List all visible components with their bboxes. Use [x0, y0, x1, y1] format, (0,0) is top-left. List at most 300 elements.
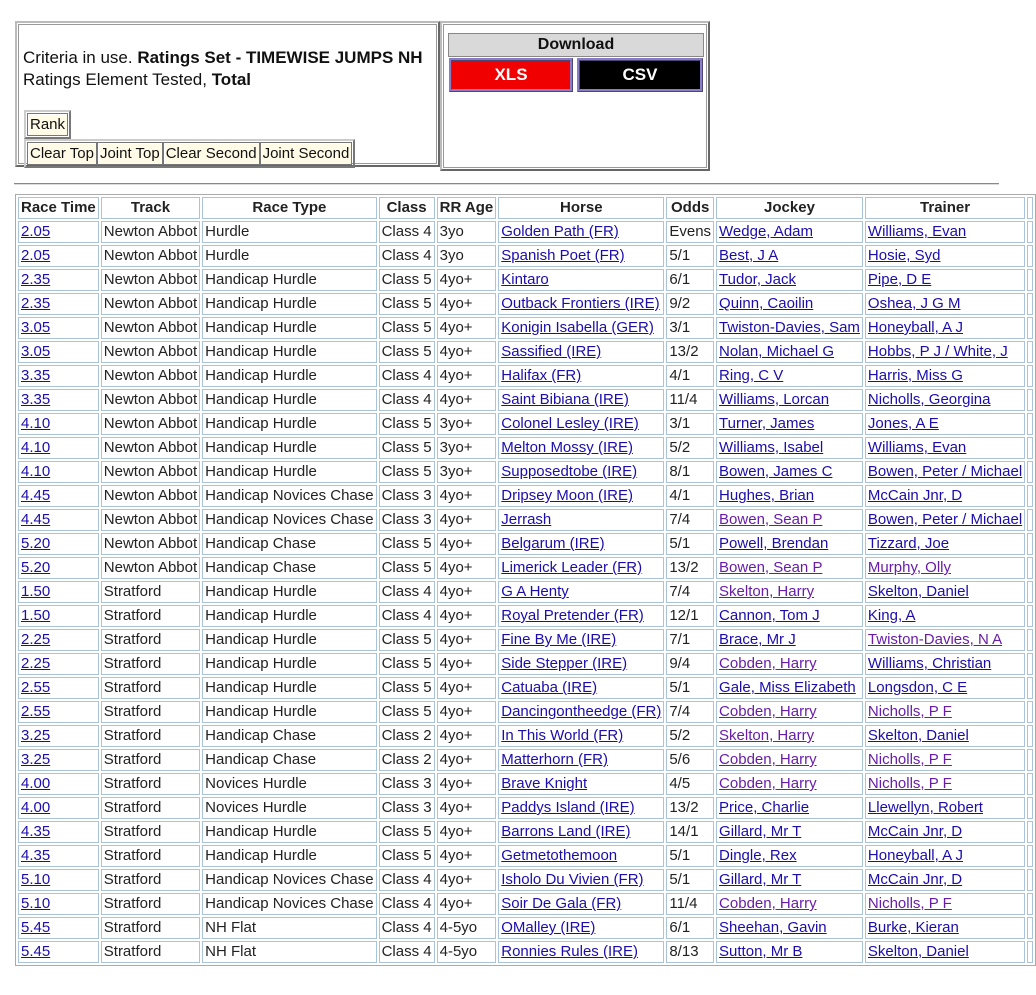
race-time-cell — [18, 509, 99, 531]
column-header-rr-age: RR Age — [437, 197, 497, 219]
trainer-link[interactable]: Nicholls, P F — [867, 895, 952, 912]
jockey-link[interactable]: Gillard, Mr T — [719, 871, 802, 888]
jockey-link[interactable]: Quinn, Caoilin — [719, 295, 814, 312]
extra-cell — [1027, 701, 1033, 723]
rr-age-cell: 4yo+ — [437, 605, 497, 627]
track-cell: Newton Abbot — [101, 221, 200, 243]
horse-cell — [498, 725, 664, 747]
horse-cell — [498, 413, 664, 435]
horse-cell — [498, 869, 664, 891]
horse-link[interactable]: Isholo Du Vivien (FR) — [501, 871, 644, 888]
table-row — [18, 605, 1033, 627]
race-time-link[interactable]: 4.45 — [21, 487, 51, 504]
race-time-cell — [18, 605, 99, 627]
horse-link[interactable]: Fine By Me (IRE) — [501, 631, 617, 648]
trainer-link[interactable]: Tizzard, Joe — [867, 535, 950, 552]
trainer-link[interactable]: King, A — [867, 607, 916, 624]
jockey-cell — [716, 773, 863, 795]
rr-age-cell: 4yo+ — [437, 341, 497, 363]
horse-cell — [498, 317, 664, 339]
trainer-cell — [865, 869, 1025, 891]
odds-cell: 11/4 — [666, 389, 714, 411]
track-cell: Stratford — [101, 629, 200, 651]
track-cell: Stratford — [101, 725, 200, 747]
jockey-link[interactable]: Skelton, Harry — [719, 727, 815, 744]
trainer-link[interactable]: Nicholls, P F — [867, 775, 952, 792]
horse-cell — [498, 845, 664, 867]
race-time-link[interactable]: 4.35 — [21, 847, 51, 864]
clear-second-button[interactable]: Clear Second — [163, 142, 260, 165]
race-type-cell: Handicap Chase — [202, 725, 376, 747]
jockey-link[interactable]: Tudor, Jack — [719, 271, 797, 288]
download-title: Download — [448, 33, 704, 57]
table-row — [18, 365, 1033, 387]
table-row — [18, 461, 1033, 483]
track-cell: Newton Abbot — [101, 557, 200, 579]
horse-cell — [498, 341, 664, 363]
trainer-cell — [865, 893, 1025, 915]
horse-link[interactable]: Sassified (IRE) — [501, 343, 602, 360]
race-type-cell: Novices Hurdle — [202, 797, 376, 819]
horse-link[interactable]: Side Stepper (IRE) — [501, 655, 628, 672]
trainer-link[interactable]: Burke, Kieran — [867, 919, 959, 936]
race-time-link[interactable]: 1.50 — [21, 607, 51, 624]
jockey-cell — [716, 221, 863, 243]
race-time-link[interactable]: 3.25 — [21, 751, 51, 768]
trainer-link[interactable]: Skelton, Daniel — [867, 727, 969, 744]
rr-age-cell: 4yo+ — [437, 893, 497, 915]
ratings-element: Total — [211, 70, 252, 89]
jockey-link[interactable]: Bowen, Sean P — [719, 559, 823, 576]
odds-cell: 12/1 — [666, 605, 714, 627]
track-cell: Newton Abbot — [101, 365, 200, 387]
odds-cell: 9/2 — [666, 293, 714, 315]
race-type-cell: Handicap Chase — [202, 749, 376, 771]
race-time-link[interactable]: 1.50 — [21, 583, 51, 600]
horse-cell — [498, 269, 664, 291]
race-time-cell — [18, 413, 99, 435]
table-row — [18, 341, 1033, 363]
horse-cell — [498, 389, 664, 411]
trainer-cell — [865, 653, 1025, 675]
jockey-cell — [716, 269, 863, 291]
horse-link[interactable]: Belgarum (IRE) — [501, 535, 605, 552]
race-time-cell — [18, 869, 99, 891]
race-time-link[interactable]: 5.45 — [21, 919, 51, 936]
race-time-link[interactable]: 5.20 — [21, 535, 51, 552]
jockey-link[interactable]: Turner, James — [719, 415, 815, 432]
jockey-link[interactable]: Powell, Brendan — [719, 535, 829, 552]
rr-age-cell: 4yo+ — [437, 845, 497, 867]
race-time-cell — [18, 485, 99, 507]
trainer-link[interactable]: Oshea, J G M — [867, 295, 961, 312]
track-cell: Stratford — [101, 941, 200, 963]
horse-link[interactable]: Halifax (FR) — [501, 367, 582, 384]
trainer-cell — [865, 365, 1025, 387]
race-time-link[interactable]: 3.35 — [21, 391, 51, 408]
race-time-cell — [18, 317, 99, 339]
race-time-link[interactable]: 3.05 — [21, 343, 51, 360]
class-cell: Class 5 — [379, 557, 435, 579]
horse-link[interactable]: Ronnies Rules (IRE) — [501, 943, 638, 960]
jockey-link[interactable]: Cobden, Harry — [719, 655, 817, 672]
rr-age-cell: 4yo+ — [437, 317, 497, 339]
race-time-link[interactable]: 4.00 — [21, 799, 51, 816]
extra-cell — [1027, 533, 1033, 555]
trainer-cell — [865, 941, 1025, 963]
trainer-cell — [865, 221, 1025, 243]
trainer-cell — [865, 557, 1025, 579]
column-header-track: Track — [101, 197, 200, 219]
rr-age-cell: 3yo — [437, 245, 497, 267]
class-cell: Class 2 — [379, 725, 435, 747]
rr-age-cell: 4yo+ — [437, 293, 497, 315]
race-type-cell: Handicap Hurdle — [202, 581, 376, 603]
race-time-link[interactable]: 4.00 — [21, 775, 51, 792]
horse-link[interactable]: Soir De Gala (FR) — [501, 895, 622, 912]
horse-link[interactable]: Royal Pretender (FR) — [501, 607, 644, 624]
jockey-link[interactable]: Twiston-Davies, Sam — [719, 319, 860, 336]
trainer-cell — [865, 725, 1025, 747]
table-row — [18, 821, 1033, 843]
extra-cell — [1027, 485, 1033, 507]
race-time-link[interactable]: 4.35 — [21, 823, 51, 840]
horse-cell — [498, 629, 664, 651]
element-prefix: Ratings Element Tested, — [23, 70, 212, 89]
odds-cell: 6/1 — [666, 917, 714, 939]
trainer-link[interactable]: Honeyball, A J — [867, 319, 963, 336]
horse-link[interactable]: Dripsey Moon (IRE) — [501, 487, 633, 504]
race-type-cell: Handicap Hurdle — [202, 389, 376, 411]
trainer-link[interactable]: Longsdon, C E — [867, 679, 968, 696]
criteria-panel-inner — [18, 24, 437, 164]
table-row — [18, 293, 1033, 315]
class-cell: Class 3 — [379, 797, 435, 819]
horse-link[interactable]: Supposedtobe (IRE) — [501, 463, 638, 480]
race-type-cell: Handicap Hurdle — [202, 461, 376, 483]
trainer-link[interactable]: Skelton, Daniel — [867, 583, 969, 600]
horse-link[interactable]: OMalley (IRE) — [501, 919, 596, 936]
race-time-link[interactable]: 3.05 — [21, 319, 51, 336]
trainer-link[interactable]: Bowen, Peter / Michael — [867, 463, 1023, 480]
horse-link[interactable]: Kintaro — [501, 271, 549, 288]
clear-top-button[interactable]: Clear Top — [27, 142, 97, 165]
horse-link[interactable]: Konigin Isabella (GER) — [501, 319, 654, 336]
trainer-cell — [865, 269, 1025, 291]
race-time-cell — [18, 917, 99, 939]
race-time-link[interactable]: 4.45 — [21, 511, 51, 528]
trainer-link[interactable]: Hosie, Syd — [867, 247, 941, 264]
race-time-link[interactable]: 5.10 — [21, 871, 51, 888]
race-type-cell: Handicap Hurdle — [202, 269, 376, 291]
horse-cell — [498, 653, 664, 675]
race-time-link[interactable]: 4.10 — [21, 415, 51, 432]
trainer-link[interactable]: Honeyball, A J — [867, 847, 963, 864]
trainer-cell — [865, 677, 1025, 699]
class-cell: Class 4 — [379, 221, 435, 243]
horse-cell — [498, 893, 664, 915]
jockey-cell — [716, 725, 863, 747]
trainer-link[interactable]: Harris, Miss G — [867, 367, 963, 384]
race-time-cell — [18, 245, 99, 267]
table-row — [18, 389, 1033, 411]
jockey-cell — [716, 749, 863, 771]
race-type-cell: Handicap Hurdle — [202, 341, 376, 363]
results-table — [15, 194, 1036, 966]
trainer-link[interactable]: McCain Jnr, D — [867, 871, 963, 888]
class-cell: Class 5 — [379, 413, 435, 435]
track-cell: Stratford — [101, 653, 200, 675]
race-time-link[interactable]: 2.55 — [21, 703, 51, 720]
jockey-link[interactable]: Cobden, Harry — [719, 895, 817, 912]
odds-cell: 5/1 — [666, 677, 714, 699]
trainer-cell — [865, 533, 1025, 555]
jockey-link[interactable]: Williams, Isabel — [719, 439, 824, 456]
odds-cell: 8/1 — [666, 461, 714, 483]
horse-link[interactable]: G A Henty — [501, 583, 569, 600]
trainer-link[interactable]: McCain Jnr, D — [867, 487, 963, 504]
extra-cell — [1027, 869, 1033, 891]
race-time-link[interactable]: 4.10 — [21, 439, 51, 456]
track-cell: Stratford — [101, 605, 200, 627]
jockey-link[interactable]: Bowen, James C — [719, 463, 833, 480]
jockey-link[interactable]: Cobden, Harry — [719, 775, 817, 792]
trainer-link[interactable]: Twiston-Davies, N A — [867, 631, 1003, 648]
trainer-link[interactable]: Pipe, D E — [867, 271, 932, 288]
race-time-cell — [18, 821, 99, 843]
horse-cell — [498, 917, 664, 939]
odds-cell: 13/2 — [666, 557, 714, 579]
rr-age-cell: 4yo+ — [437, 677, 497, 699]
horse-link[interactable]: Outback Frontiers (IRE) — [501, 295, 660, 312]
horse-cell — [498, 461, 664, 483]
class-cell: Class 3 — [379, 509, 435, 531]
track-cell: Stratford — [101, 821, 200, 843]
trainer-link[interactable]: Bowen, Peter / Michael — [867, 511, 1023, 528]
race-time-link[interactable]: 5.45 — [21, 943, 51, 960]
race-time-link[interactable]: 5.10 — [21, 895, 51, 912]
horse-link[interactable]: Jerrash — [501, 511, 552, 528]
extra-cell — [1027, 293, 1033, 315]
trainer-link[interactable]: Nicholls, P F — [867, 751, 952, 768]
trainer-link[interactable]: Hobbs, P J / White, J — [867, 343, 1008, 360]
jockey-link[interactable]: Best, J A — [719, 247, 779, 264]
race-time-link[interactable]: 2.25 — [21, 631, 51, 648]
column-header-trainer: Trainer — [865, 197, 1025, 219]
jockey-link[interactable]: Cobden, Harry — [719, 751, 817, 768]
trainer-cell — [865, 461, 1025, 483]
rr-age-cell: 3yo — [437, 221, 497, 243]
trainer-cell — [865, 245, 1025, 267]
race-time-cell — [18, 341, 99, 363]
horse-link[interactable]: Melton Mossy (IRE) — [501, 439, 633, 456]
rr-age-cell: 4yo+ — [437, 485, 497, 507]
rr-age-cell: 4yo+ — [437, 869, 497, 891]
trainer-cell — [865, 605, 1025, 627]
horse-link[interactable]: Getmetothemoon — [501, 847, 618, 864]
ratings-set-name: Ratings Set - TIMEWISE JUMPS NH — [137, 48, 423, 67]
trainer-link[interactable]: Williams, Evan — [867, 439, 967, 456]
download-panel-inner — [443, 24, 707, 168]
jockey-link[interactable]: Wedge, Adam — [719, 223, 813, 240]
horse-cell — [498, 701, 664, 723]
race-time-link[interactable]: 4.10 — [21, 463, 51, 480]
race-time-cell — [18, 893, 99, 915]
jockey-link[interactable]: Sutton, Mr B — [719, 943, 803, 960]
horse-link[interactable]: In This World (FR) — [501, 727, 624, 744]
race-time-link[interactable]: 3.35 — [21, 367, 51, 384]
race-type-cell: Handicap Novices Chase — [202, 893, 376, 915]
trainer-link[interactable]: Llewellyn, Robert — [867, 799, 983, 816]
class-cell: Class 4 — [379, 389, 435, 411]
horse-cell — [498, 485, 664, 507]
horse-link[interactable]: Limerick Leader (FR) — [501, 559, 643, 576]
jockey-link[interactable]: Sheehan, Gavin — [719, 919, 827, 936]
trainer-link[interactable]: Nicholls, Georgina — [867, 391, 991, 408]
rank-button[interactable]: Rank — [27, 113, 68, 136]
trainer-link[interactable]: Murphy, Olly — [867, 559, 951, 576]
race-type-cell: Handicap Hurdle — [202, 437, 376, 459]
horse-link[interactable]: Barrons Land (IRE) — [501, 823, 631, 840]
race-time-link[interactable]: 2.25 — [21, 655, 51, 672]
table-row — [18, 941, 1033, 963]
trainer-cell — [865, 701, 1025, 723]
extra-cell — [1027, 317, 1033, 339]
rr-age-cell: 4yo+ — [437, 557, 497, 579]
race-time-cell — [18, 437, 99, 459]
joint-top-button[interactable]: Joint Top — [97, 142, 163, 165]
track-cell: Stratford — [101, 701, 200, 723]
track-cell: Stratford — [101, 749, 200, 771]
race-time-link[interactable]: 2.55 — [21, 679, 51, 696]
race-time-link[interactable]: 2.05 — [21, 247, 51, 264]
horse-cell — [498, 533, 664, 555]
horse-link[interactable]: Paddys Island (IRE) — [501, 799, 635, 816]
horse-link[interactable]: Colonel Lesley (IRE) — [501, 415, 639, 432]
class-cell: Class 4 — [379, 605, 435, 627]
race-time-link[interactable]: 3.25 — [21, 727, 51, 744]
race-type-cell: NH Flat — [202, 941, 376, 963]
race-type-cell: Handicap Hurdle — [202, 677, 376, 699]
jockey-cell — [716, 629, 863, 651]
horse-link[interactable]: Dancingontheedge (FR) — [501, 703, 662, 720]
class-cell: Class 5 — [379, 629, 435, 651]
trainer-cell — [865, 629, 1025, 651]
jockey-link[interactable]: Brace, Mr J — [719, 631, 796, 648]
trainer-link[interactable]: Skelton, Daniel — [867, 943, 969, 960]
rr-age-cell: 4yo+ — [437, 797, 497, 819]
horse-cell — [498, 557, 664, 579]
jockey-link[interactable]: Bowen, Sean P — [719, 511, 823, 528]
class-cell: Class 5 — [379, 461, 435, 483]
class-cell: Class 4 — [379, 581, 435, 603]
rank-filter-buttons — [24, 139, 355, 168]
jockey-link[interactable]: Williams, Lorcan — [719, 391, 830, 408]
download-xls-button[interactable]: XLS — [449, 58, 573, 92]
track-cell: Newton Abbot — [101, 413, 200, 435]
horse-link[interactable]: Brave Knight — [501, 775, 588, 792]
race-type-cell: Handicap Novices Chase — [202, 869, 376, 891]
race-time-cell — [18, 365, 99, 387]
jockey-link[interactable]: Nolan, Michael G — [719, 343, 835, 360]
trainer-link[interactable]: Williams, Evan — [867, 223, 967, 240]
jockey-cell — [716, 341, 863, 363]
race-time-link[interactable]: 2.35 — [21, 271, 51, 288]
race-time-link[interactable]: 2.35 — [21, 295, 51, 312]
race-time-link[interactable]: 2.05 — [21, 223, 51, 240]
horse-link[interactable]: Matterhorn (FR) — [501, 751, 608, 768]
download-panel — [440, 21, 710, 171]
extra-cell — [1027, 941, 1033, 963]
race-time-cell — [18, 797, 99, 819]
jockey-cell — [716, 509, 863, 531]
horse-cell — [498, 293, 664, 315]
column-header-odds: Odds — [666, 197, 714, 219]
trainer-link[interactable]: Jones, A E — [867, 415, 939, 432]
race-type-cell: Handicap Hurdle — [202, 605, 376, 627]
horse-link[interactable]: Saint Bibiana (IRE) — [501, 391, 629, 408]
column-header-extra — [1027, 197, 1033, 219]
race-type-cell: Handicap Hurdle — [202, 845, 376, 867]
jockey-link[interactable]: Cannon, Tom J — [719, 607, 820, 624]
jockey-cell — [716, 797, 863, 819]
column-header-jockey: Jockey — [716, 197, 863, 219]
race-time-cell — [18, 293, 99, 315]
track-cell: Stratford — [101, 773, 200, 795]
trainer-cell — [865, 509, 1025, 531]
jockey-link[interactable]: Price, Charlie — [719, 799, 810, 816]
jockey-link[interactable]: Ring, C V — [719, 367, 784, 384]
race-time-link[interactable]: 5.20 — [21, 559, 51, 576]
horse-link[interactable]: Spanish Poet (FR) — [501, 247, 625, 264]
jockey-link[interactable]: Cobden, Harry — [719, 703, 817, 720]
jockey-cell — [716, 461, 863, 483]
jockey-link[interactable]: Dingle, Rex — [719, 847, 797, 864]
trainer-cell — [865, 749, 1025, 771]
horse-link[interactable]: Golden Path (FR) — [501, 223, 619, 240]
odds-cell: 14/1 — [666, 821, 714, 843]
horse-cell — [498, 509, 664, 531]
class-cell: Class 4 — [379, 245, 435, 267]
track-cell: Newton Abbot — [101, 509, 200, 531]
table-row — [18, 485, 1033, 507]
jockey-link[interactable]: Gale, Miss Elizabeth — [719, 679, 856, 696]
extra-cell — [1027, 437, 1033, 459]
extra-cell — [1027, 653, 1033, 675]
download-csv-button[interactable]: CSV — [577, 58, 703, 92]
jockey-link[interactable]: Gillard, Mr T — [719, 823, 802, 840]
joint-second-button[interactable]: Joint Second — [260, 142, 353, 165]
trainer-link[interactable]: Nicholls, P F — [867, 703, 952, 720]
race-type-cell: Hurdle — [202, 221, 376, 243]
rr-age-cell: 4yo+ — [437, 533, 497, 555]
extra-cell — [1027, 245, 1033, 267]
jockey-link[interactable]: Skelton, Harry — [719, 583, 815, 600]
horse-link[interactable]: Catuaba (IRE) — [501, 679, 598, 696]
race-time-cell — [18, 581, 99, 603]
extra-cell — [1027, 773, 1033, 795]
odds-cell: 5/1 — [666, 245, 714, 267]
separator-line — [14, 183, 999, 185]
column-header-race-type: Race Type — [202, 197, 376, 219]
jockey-link[interactable]: Hughes, Brian — [719, 487, 815, 504]
track-cell: Newton Abbot — [101, 317, 200, 339]
trainer-link[interactable]: McCain Jnr, D — [867, 823, 963, 840]
trainer-link[interactable]: Williams, Christian — [867, 655, 992, 672]
track-cell: Stratford — [101, 893, 200, 915]
class-cell: Class 5 — [379, 293, 435, 315]
track-cell: Newton Abbot — [101, 485, 200, 507]
